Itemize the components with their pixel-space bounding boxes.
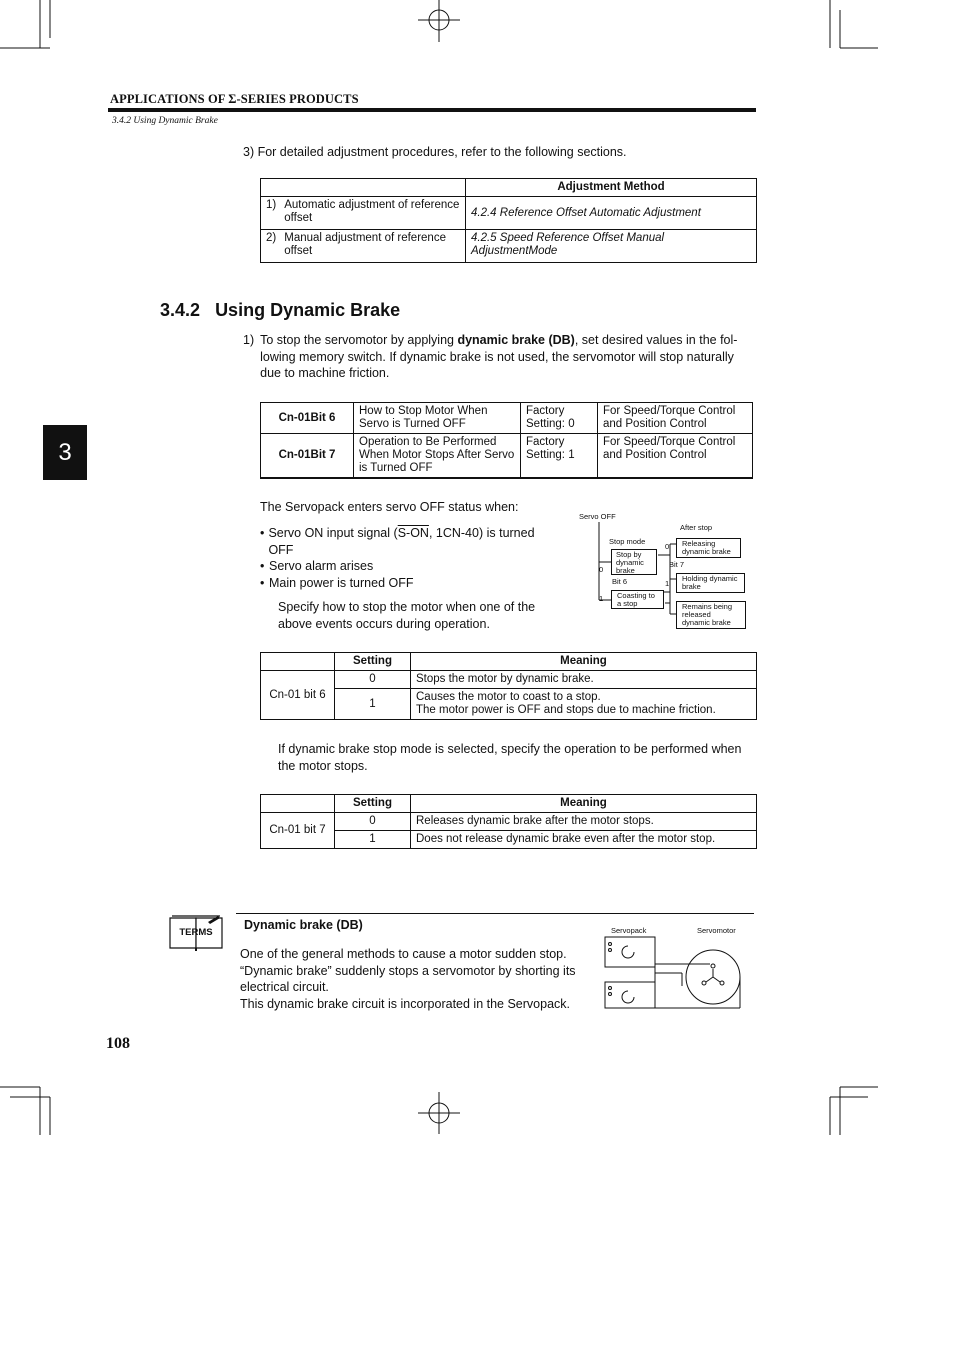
row-setting: 1	[335, 831, 411, 849]
label-one-b: 1	[665, 579, 670, 588]
adjustment-table	[260, 178, 757, 263]
box-stop-by-db: Stop by dynamic brake	[611, 549, 657, 575]
row-method: 4.2.5 Speed Reference Offset Manual AdjustmentMode	[466, 230, 757, 263]
row-setting: 0	[335, 813, 411, 831]
switch-control: For Speed/Torque Control and Position Control	[598, 434, 753, 479]
switch-desc: How to Stop Motor When Servo is Turned OFF	[354, 403, 521, 434]
bit6-table	[260, 652, 757, 720]
db-note: If dynamic brake stop mode is selected, specify the operation to be performed when the motor stops.	[278, 742, 742, 773]
table-row	[261, 197, 757, 230]
column-header: Adjustment Method	[466, 179, 757, 197]
stop-mode-diagram	[570, 508, 760, 633]
servo-off-lead: The Servopack enters servo OFF status when:	[260, 500, 519, 514]
table-row	[261, 671, 757, 689]
row-meaning-cont: The motor power is OFF and stops due to machine friction.	[416, 704, 716, 716]
paragraph-text: To stop the servomotor by applying	[260, 333, 458, 347]
row-number: 2)	[266, 232, 277, 244]
table-row	[261, 689, 757, 720]
column-header-setting: Setting	[335, 653, 411, 671]
paragraph-text-cont: , set desired values in the fol-lowing memory switch. If dynamic brake is not used, the servomotor will stop naturally due to machine friction.	[260, 333, 738, 380]
header-rule	[108, 108, 756, 112]
row-method: 4.2.4 Reference Offset Automatic Adjustment	[466, 197, 757, 230]
box-holding: Holding dynamic brake	[676, 573, 745, 593]
column-header-meaning: Meaning	[411, 795, 757, 813]
table-empty-cell	[261, 653, 335, 671]
label-servopack: Servopack	[611, 926, 647, 935]
running-subheader: 3.4.2 Using Dynamic Brake	[112, 116, 218, 126]
label-bit6: Bit 6	[612, 577, 628, 586]
terms-heading: Dynamic brake (DB)	[244, 918, 363, 932]
brake-circuit-diagram	[600, 924, 750, 1014]
row-label: Cn-01 bit 7	[261, 813, 335, 849]
paragraph-1	[243, 332, 757, 382]
switch-bit: Cn-01Bit 6	[261, 403, 354, 434]
terms-line: This dynamic brake circuit is incorporated in the Servopack.	[240, 996, 571, 1011]
row-meaning: Releases dynamic brake after the motor stops.	[411, 813, 757, 831]
label-bit7: Bit 7	[669, 560, 685, 569]
label-zero-a: 0	[599, 565, 604, 574]
chapter-tab: 3	[43, 425, 87, 480]
row-meaning: Causes the motor to coast to a stop.	[416, 691, 601, 703]
label-after-stop: After stop	[680, 523, 713, 532]
terms-body	[240, 946, 598, 1012]
box-releasing: Releasing dynamic brake	[676, 538, 741, 558]
row-number: 1)	[266, 199, 277, 211]
switch-desc: Operation to Be Performed When Motor Stops After Servo is Turned OFF	[354, 434, 521, 479]
paragraph-bold: dynamic brake (DB)	[457, 333, 575, 347]
row-label: Cn-01 bit 6	[261, 671, 335, 720]
row-meaning: Does not release dynamic brake even after the motor stop.	[411, 831, 757, 849]
row-setting: 0	[335, 671, 411, 689]
column-header-setting: Setting	[335, 795, 411, 813]
memory-switch-table	[260, 402, 753, 479]
switch-bit: Cn-01Bit 7	[261, 434, 354, 479]
row-setting: 1	[335, 689, 411, 720]
page-number: 108	[106, 1035, 130, 1052]
table-row	[261, 403, 753, 434]
switch-factory: Factory Setting: 1	[521, 434, 598, 479]
column-header-meaning: Meaning	[411, 653, 757, 671]
terms-label: TERMS	[179, 927, 213, 938]
list-item: • Main power is turned OFF	[260, 575, 414, 590]
terms-rule	[236, 913, 754, 914]
table-row	[261, 434, 753, 479]
label-servomotor: Servomotor	[697, 926, 736, 935]
box-coasting: Coasting to a stop	[611, 590, 664, 609]
table-row	[261, 813, 757, 831]
terms-line: “Dynamic brake” suddenly stops a servomotor by shorting its electrical circuit.	[240, 963, 576, 994]
section-heading	[160, 300, 400, 321]
servo-off-note: Specify how to stop the motor when one of the above events occurs during operation.	[278, 600, 536, 631]
list-item: • Servo alarm arises	[260, 559, 374, 573]
table-row	[261, 831, 757, 849]
intro-text: 3) For detailed adjustment procedures, refer to the following sections.	[243, 145, 627, 159]
box-remains: Remains being released dynamic brake	[676, 601, 746, 629]
terms-line: One of the general methods to cause a motor sudden stop.	[240, 947, 567, 961]
table-empty-cell	[261, 179, 466, 197]
switch-factory: Factory Setting: 0	[521, 403, 598, 434]
label-zero-b: 0	[665, 542, 670, 551]
servo-off-bullets	[260, 525, 545, 591]
list-item: • Servo ON input signal (S-ON, 1CN-40) is turned OFF	[260, 526, 535, 557]
label-servo-off: Servo OFF	[579, 512, 616, 521]
section-number: 3.4.2	[160, 300, 201, 320]
row-item: Manual adjustment of reference offset	[284, 232, 446, 257]
label-stop-mode: Stop mode	[609, 537, 646, 546]
label-one-a: 1	[599, 594, 604, 603]
table-row	[261, 230, 757, 263]
section-title: Using Dynamic Brake	[215, 300, 401, 320]
row-meaning: Stops the motor by dynamic brake.	[411, 671, 757, 689]
switch-control: For Speed/Torque Control and Position Control	[598, 403, 753, 434]
row-item: Automatic adjustment of reference offset	[284, 199, 460, 224]
bit7-table	[260, 794, 757, 849]
paragraph-number: 1)	[243, 333, 255, 347]
circuit-drawing	[600, 936, 750, 1012]
running-header: APPLICATIONS OF Σ-SERIES PRODUCTS	[110, 92, 359, 106]
terms-icon	[168, 914, 224, 952]
table-empty-cell	[261, 795, 335, 813]
